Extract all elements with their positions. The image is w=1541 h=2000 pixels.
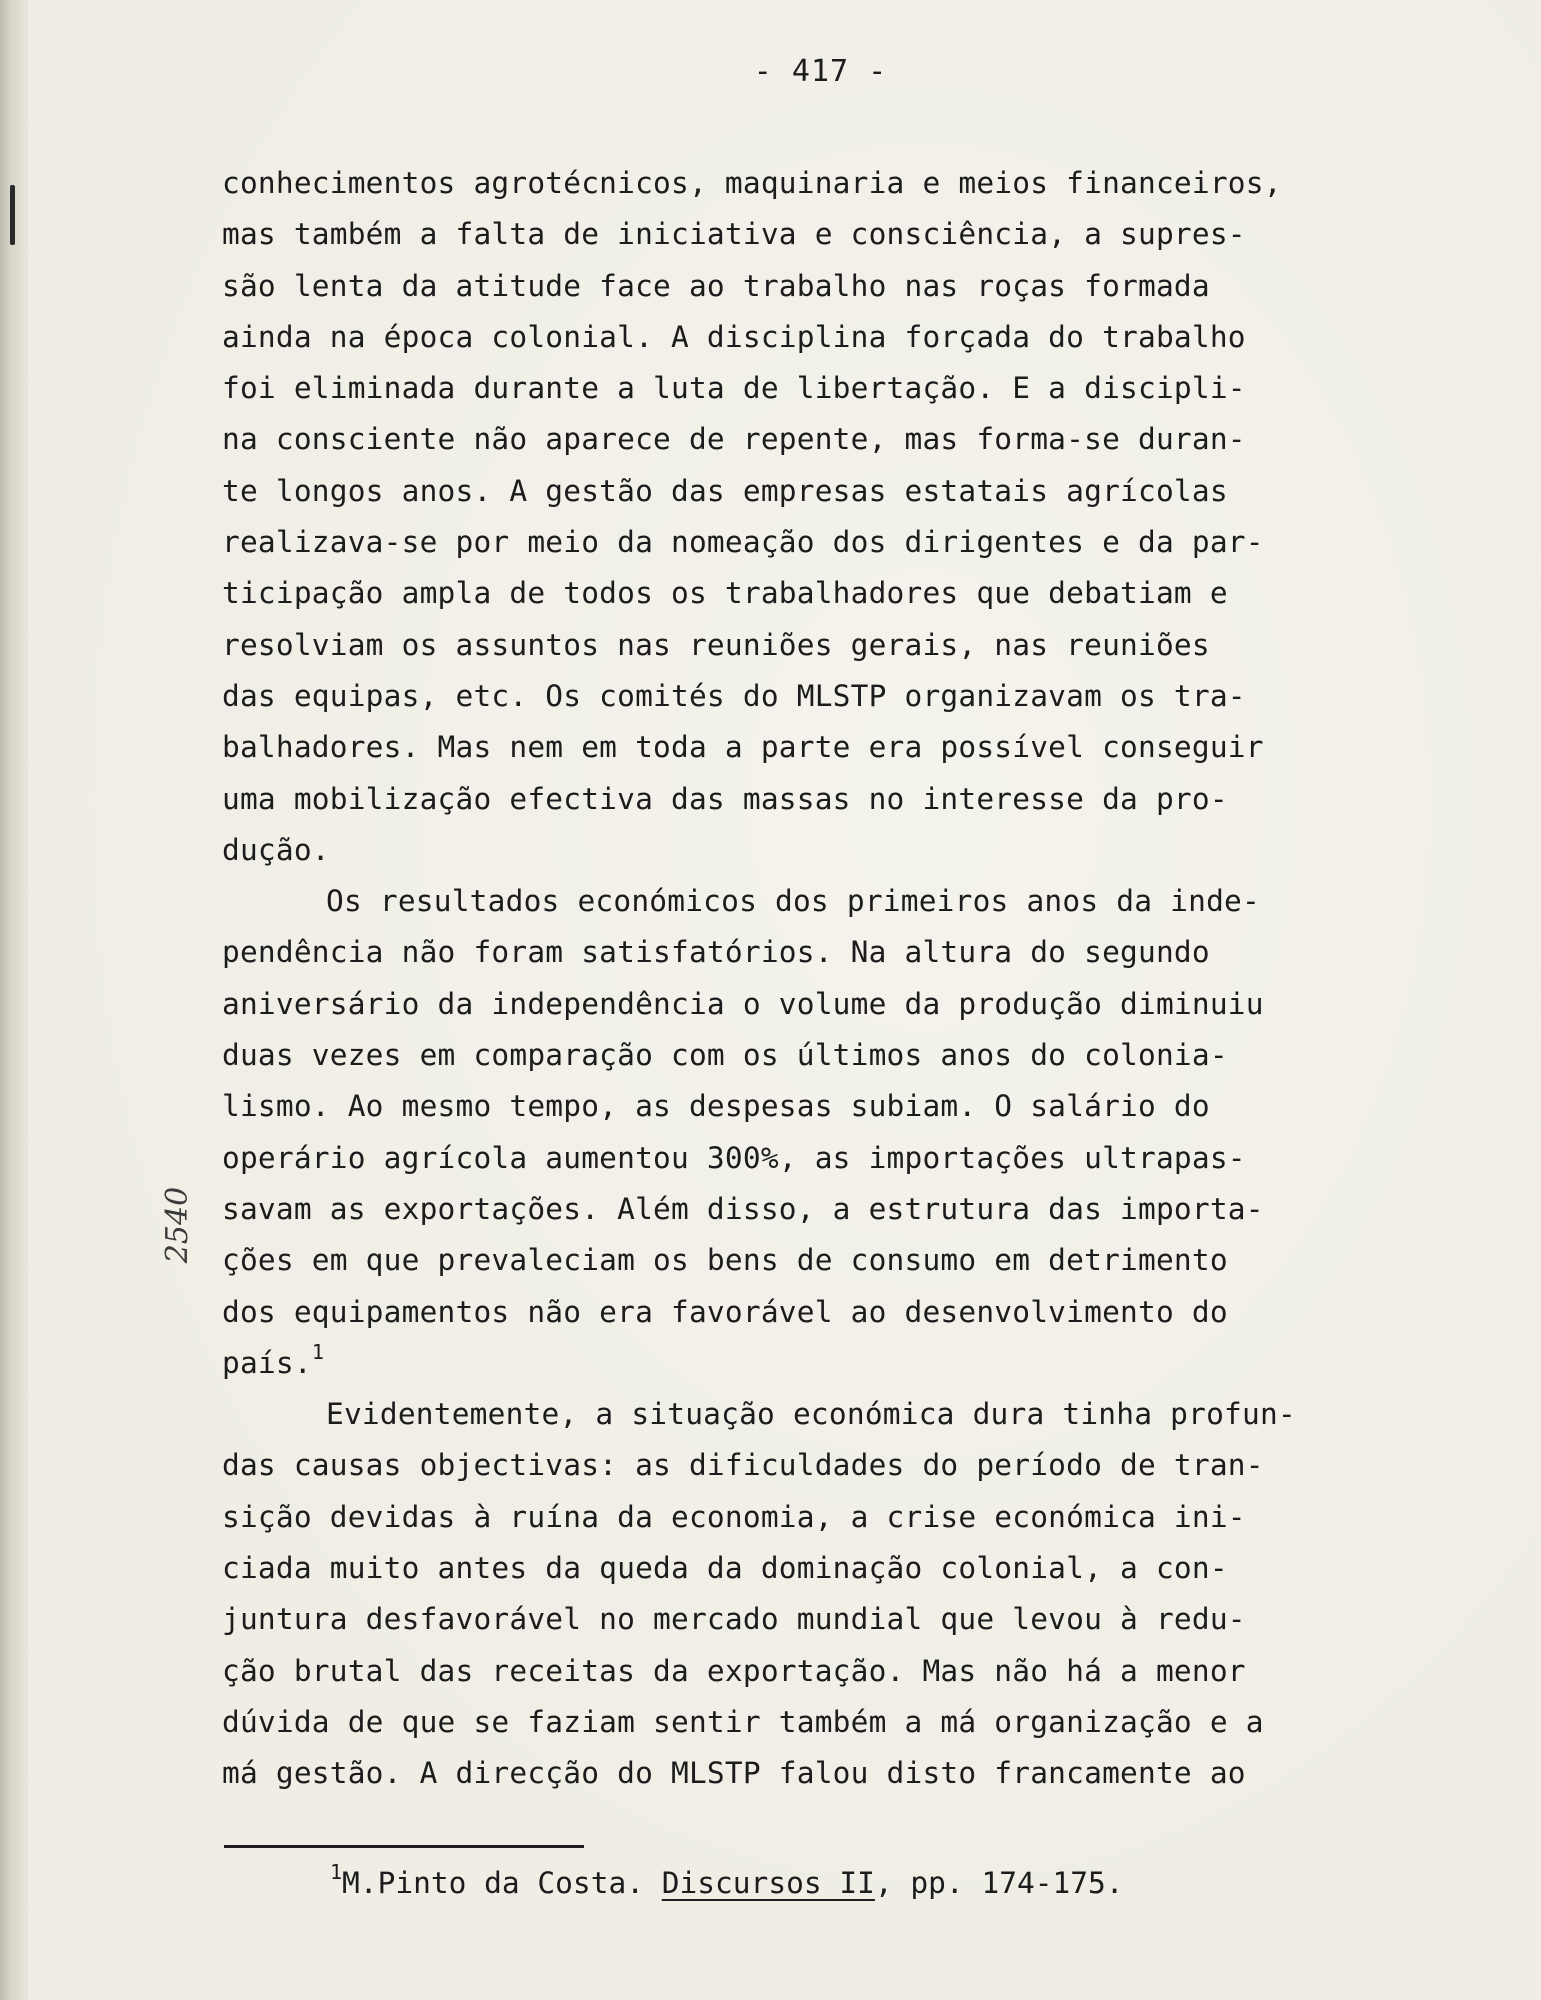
text-line: das equipas, etc. Os comités do MLSTP organizavam os tra- [222,678,1246,713]
text-line: juntura desfavorável no mercado mundial que levou à redu- [222,1602,1246,1637]
page-number: - 417 - [753,54,888,89]
text-line: na consciente não aparece de repente, mas forma-se duran- [222,422,1246,457]
text-line [222,1338,1472,1389]
text-line: foi eliminada durante a luta de libertação. E a discipli- [222,371,1246,406]
text-line: sição devidas à ruína da economia, a crise económica ini- [222,1499,1246,1534]
margin-handwritten-note: 2540 [160,1186,195,1264]
text-line: das causas objectivas: as dificuldades do período de tran- [222,1448,1264,1483]
text-line: pendência não foram satisfatórios. Na altura do segundo [222,935,1210,970]
text-line: savam as exportações. Além disso, a estrutura das importa- [222,1191,1264,1226]
text-line: mas também a falta de iniciativa e consciência, a supres- [222,217,1246,252]
text-line: conhecimentos agrotécnicos, maquinaria e meios financeiros, [222,166,1282,200]
text-line: ticipação ampla de todos os trabalhadores que debatiam e [222,576,1228,611]
text-line: duas vezes em comparação com os últimos anos do colonia- [222,1038,1228,1073]
text-line: operário agrícola aumentou 300%, as importações ultrapas- [222,1140,1246,1175]
text-line: Evidentemente, a situação económica dura tinha profun- [326,1397,1296,1432]
text-line: má gestão. A direcção do MLSTP falou disto francamente ao [222,1756,1246,1791]
text-line: ciada muito antes da queda da dominação colonial, a con- [222,1551,1228,1586]
footnote-divider [224,1845,584,1848]
binding-edge [0,0,28,2000]
text-line: te longos anos. A gestão das empresas estatais agrícolas [222,473,1228,508]
binding-mark [10,185,15,245]
text-line-content: país. [222,1345,312,1380]
text-line: dúvida de que se faziam sentir também a má organização e a [222,1704,1264,1739]
footnote-mark: 1 [330,1860,343,1884]
text-line: Os resultados económicos dos primeiros anos da inde- [326,884,1260,919]
footnote [330,1860,1124,1900]
text-line: uma mobilização efectiva das massas no interesse da pro- [222,781,1228,816]
footnote-pages: , pp. 174-175. [874,1866,1124,1900]
body-text [222,158,1472,1800]
text-line: ainda na época colonial. A disciplina forçada do trabalho [222,319,1246,354]
text-line: aniversário da independência o volume da produção diminuiu [222,986,1264,1021]
text-line: ção brutal das receitas da exportação. Mas não há a menor [222,1653,1246,1688]
text-line: resolviam os assuntos nas reuniões gerais, nas reuniões [222,627,1210,662]
text-line: dos equipamentos não era favorável ao desenvolvimento do [222,1294,1228,1329]
footnote-title: Discursos II [661,1866,875,1900]
text-line: ções em que prevaleciam os bens de consumo em detrimento [222,1243,1228,1278]
text-line: realizava-se por meio da nomeação dos dirigentes e da par- [222,525,1264,560]
footnote-author: M.Pinto da Costa. [342,1866,662,1900]
text-line: balhadores. Mas nem em toda a parte era possível conseguir [222,730,1264,765]
text-line: são lenta da atitude face ao trabalho nas roças formada [222,268,1210,303]
text-line: dução. [222,832,330,867]
footnote-reference: 1 [311,1339,325,1364]
text-line: lismo. Ao mesmo tempo, as despesas subiam. O salário do [222,1089,1210,1124]
